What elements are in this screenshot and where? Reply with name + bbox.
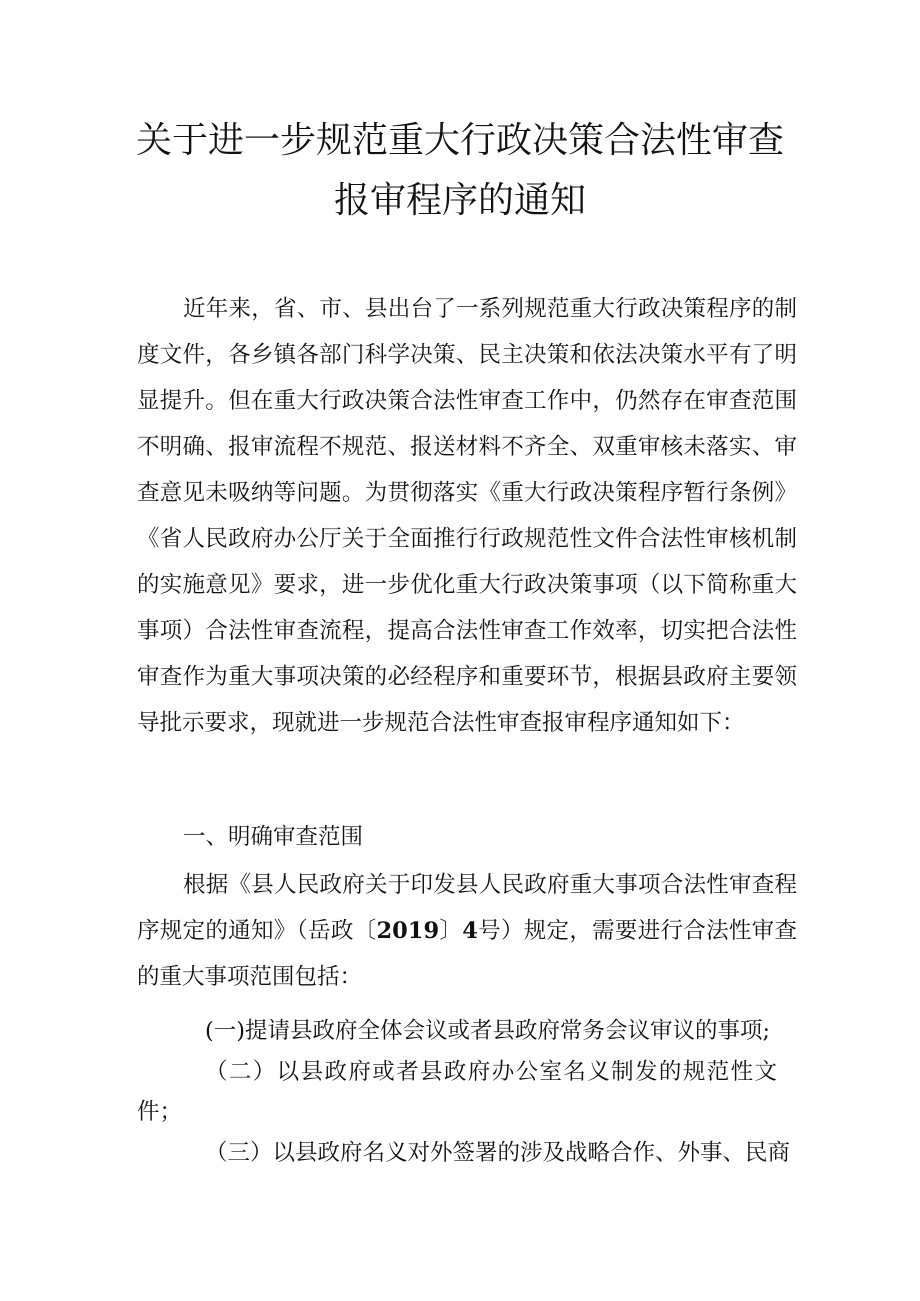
scope-paragraph-text-b: 号）规定，需要进行合法性审查的重大事项范围包括：: [137, 918, 797, 990]
list-item-1: (一)提请县政府全体会议或者县政府常务会议审议的事项;: [205, 1018, 771, 1044]
scope-paragraph: [137, 862, 797, 1000]
list-item-2: （二）以县政府或者县政府办公室名义制发的规范性文件；: [137, 1059, 777, 1125]
document-title-line-2: 报审程序的通知: [333, 180, 586, 221]
scope-paragraph-text-a: 根据《县人民政府关于印发县人民政府重大事项合法性审查程序规定的通知》（岳政〔: [137, 872, 797, 944]
scope-paragraph-bracket: 〕: [439, 918, 463, 944]
document-title-line-1: 关于进一步规范重大行政决策合法性审查: [135, 120, 784, 161]
intro-paragraph: 近年来，省、市、县出台了一系列规范重大行政决策程序的制度文件，各乡镇各部门科学决策、民主决策和依法决策水平有了明显提升。但在重大行政决策合法性审查工作中，仍然存在审查范围不明确、报审流程不规范、报送材料不齐全、双重审核未落实、审查意见未吸纳等问题。为贯彻落实《重大行政决策程序暂行条例》《省人民政府办公厅关于全面推行行政规范性文件合法性审核机制的实施意见》要求，进一步优化重大行政决策事项（以下简称重大事项）合法性审查流程，提高合法性审查工作效率，切实把合法性审查作为重大事项决策的必经程序和重要环节，根据县政府主要领导批示要求，现就进一步规范合法性审查报审程序通知如下：: [137, 296, 797, 736]
document-year: 2019: [376, 918, 440, 944]
section-heading-1: 一、明确审查范围: [183, 824, 364, 850]
list-item-3: （三）以县政府名义对外签署的涉及战略合作、外事、民商: [205, 1140, 791, 1166]
document-number: 4: [462, 918, 478, 944]
